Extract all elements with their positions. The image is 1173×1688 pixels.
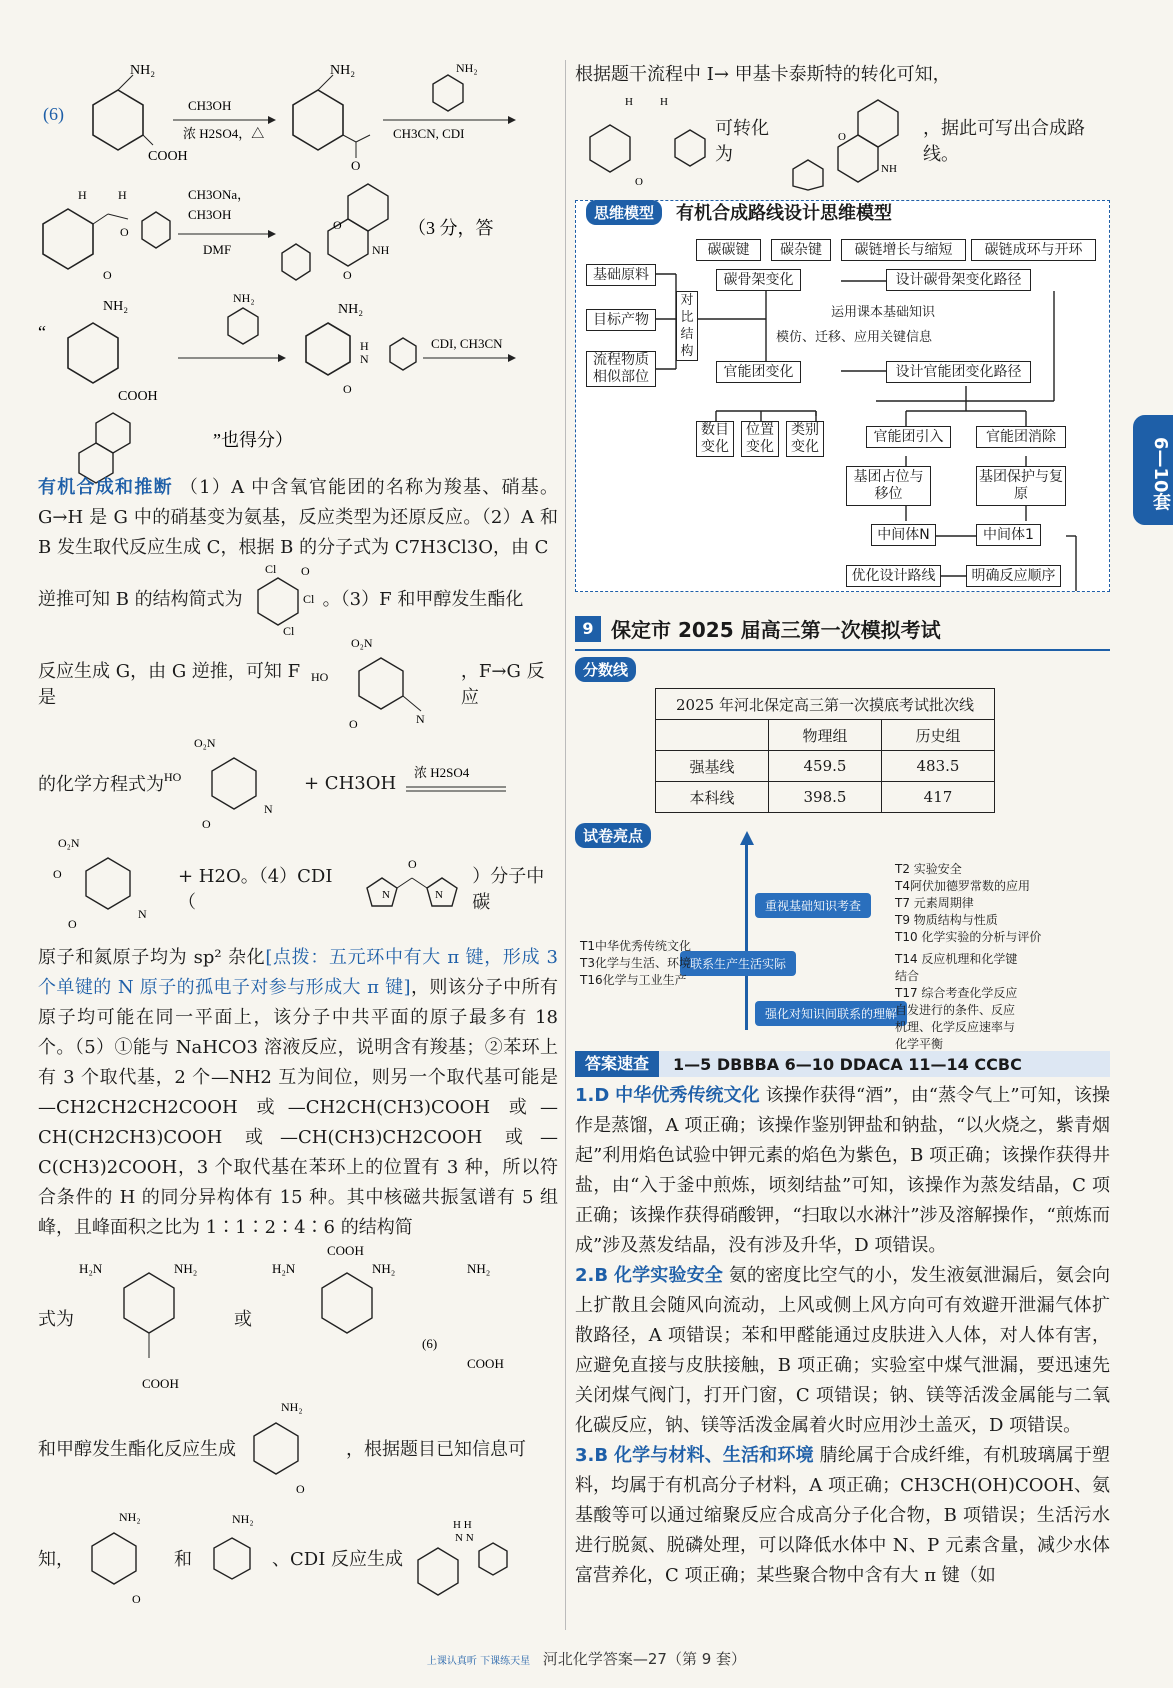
- svg-text:NH: NH: [372, 243, 390, 257]
- node-group-protect: 基团保护与复原: [976, 466, 1066, 506]
- intro-line: 根据题干流程中 Ⅰ→ 甲基卡泰斯特的转化可知，: [575, 64, 951, 85]
- node-c-hetero-bond: 碳杂键: [771, 239, 831, 261]
- score-table: 2025 年河北保定高三第一次摸底考试批次线 物理组 历史组 强基线 459.5 483.5 本科线 398.5 417: [655, 688, 995, 813]
- reagent-1-top: CH3OH: [188, 98, 232, 113]
- svg-text:O: O: [132, 1592, 141, 1606]
- score-note: （3 分，答: [408, 218, 494, 238]
- svg-text:Cl: Cl: [282, 624, 295, 638]
- svg-text:HO: HO: [310, 670, 329, 684]
- svg-text:N: N: [138, 907, 147, 921]
- svg-text:COOH: COOH: [148, 149, 188, 164]
- node-group-move: 基团占位与移位: [846, 466, 931, 506]
- aniline: [192, 1503, 272, 1613]
- svg-text:NH: NH: [881, 163, 897, 175]
- model-title: 有机合成路线设计思维模型: [676, 203, 893, 224]
- node-order: 明确反应顺序: [966, 565, 1061, 587]
- analysis-para-8: 和甲醇发生酯化反应生成 NH₂ O ，根据题目已知信息可: [38, 1393, 558, 1503]
- svg-text:O: O: [838, 131, 846, 143]
- svg-text:NH₂: NH₂: [130, 63, 156, 78]
- node-ring: 碳链成环与开环: [971, 239, 1096, 261]
- answer-1: 1.D 中华优秀传统文化 该操作获得“酒”，由“蒸令气上”可知，该操作是蒸馏，A 项正确；该操作鉴别钾盐和钠盐，“以火烧之，紫青烟起”利用焰色试验中钾元素的焰色为紫色，B 项正确；该操作获得井盐，由“入于釜中煎炼，顷刻结盐”可知，该操作为蒸发结晶，C 项正确；该操作获得硝酸钾，“扫取以水淋汁”涉及溶解操作，“煎炼而成”涉及蒸发结晶，没有涉及升华，D 项错误。: [575, 1085, 1111, 1256]
- section-number: 9: [575, 616, 601, 642]
- highlight-tag: 试卷亮点: [575, 823, 651, 848]
- analysis-para-2: 逆推可知 B 的结构简式为 Cl O Cl Cl 。（3）F 和甲醇发生酯化: [38, 562, 524, 638]
- svg-text:H₂N: H₂N: [79, 1261, 103, 1276]
- synthesis-scheme-row2: [38, 174, 558, 284]
- svg-text:O: O: [408, 857, 417, 871]
- svg-text:NH₂: NH₂: [467, 1261, 491, 1276]
- synthesis-scheme-row3: [38, 288, 558, 463]
- svg-text:H: H: [118, 188, 127, 202]
- svg-text:N: N: [360, 352, 369, 366]
- reagent-3-mid: CH3OH: [188, 207, 232, 222]
- reagent-3-bottom: DMF: [203, 242, 232, 257]
- svg-text:COOH: COOH: [142, 1376, 179, 1391]
- svg-text:O: O: [635, 176, 643, 188]
- answers-list: 1—5 DBBBA 6—10 DDACA 11—14 CCBC: [673, 1054, 1022, 1074]
- table-title: 2025 年河北保定高三第一次摸底考试批次线: [656, 689, 995, 720]
- left-column: [38, 60, 558, 1613]
- svg-text:O₂N: O₂N: [194, 736, 216, 750]
- svg-text:Cl: Cl: [302, 592, 315, 606]
- answer-tag: 答案速查: [575, 1051, 659, 1077]
- svg-text:HO: HO: [164, 770, 182, 784]
- svg-text:NH₂: NH₂: [456, 61, 478, 75]
- structure-f: [311, 633, 461, 733]
- cdi-structure: [342, 848, 472, 928]
- svg-text:O: O: [202, 817, 211, 831]
- node-design-fg: 设计官能团变化路径: [886, 361, 1031, 383]
- reagent-3-top: CH3ONa，: [188, 187, 251, 202]
- hl-right-2: T14 反应机理和化学键 结合 T17 综合考查化学反应 自发进行的条件、反应 机理、化学反应速率与 化学平衡: [895, 952, 1018, 1051]
- svg-text:O: O: [103, 268, 112, 282]
- also-score-note: ”也得分）: [213, 430, 293, 450]
- svg-text:NH₂: NH₂: [372, 1261, 396, 1276]
- reactant-a: [74, 1503, 174, 1613]
- equation-product: [38, 833, 178, 943]
- svg-text:H: H: [625, 96, 633, 108]
- svg-text:N: N: [415, 712, 425, 726]
- ester-structure: [236, 1393, 346, 1503]
- label-use-knowledge: 运用课本基础知识: [831, 305, 936, 320]
- analysis-para-7: 式为 H₂N NH₂ COOH 或 H₂N NH₂ COOH (6) NH₂ COOH: [38, 1243, 504, 1391]
- svg-text:O: O: [53, 867, 62, 881]
- equation-reactant: [164, 733, 304, 833]
- svg-text:COOH: COOH: [327, 1243, 364, 1258]
- svg-text:O: O: [296, 1482, 305, 1496]
- node-chain-length: 碳链增长与缩短: [841, 239, 966, 261]
- svg-text:H: H: [360, 339, 369, 353]
- hl-label-2: 联系生产生活实际: [680, 951, 796, 976]
- right-column: [575, 60, 1110, 1591]
- svg-text:COOH: COOH: [467, 1356, 504, 1371]
- svg-text:O: O: [68, 917, 77, 931]
- node-compare: 对比结构: [676, 291, 698, 361]
- node-intermediate-1: 中间体1: [976, 524, 1041, 546]
- svg-text:H: H: [660, 96, 668, 108]
- svg-text:(6): (6): [422, 1336, 438, 1351]
- label-imitate: 模仿、迁移、应用关键信息: [776, 330, 933, 345]
- node-design-skeleton: 设计碳骨架变化路径: [886, 269, 1031, 291]
- svg-text:O: O: [300, 564, 310, 578]
- svg-text:O: O: [120, 225, 129, 239]
- product-structure: [403, 1503, 513, 1613]
- svg-text:NH₂: NH₂: [330, 63, 356, 78]
- svg-text:O: O: [348, 717, 358, 731]
- section-title: 保定市 2025 届高三第一次模拟考试: [611, 618, 941, 642]
- synthesis-scheme-row1: [38, 60, 558, 173]
- analysis-tag: 有机合成和推断: [38, 477, 173, 498]
- svg-text:NH₂: NH₂: [119, 1510, 141, 1524]
- reagent-2: CH3CN, CDI: [393, 126, 465, 141]
- score-tag: 分数线: [575, 657, 636, 682]
- node-type-change: 类别变化: [786, 421, 824, 457]
- conversion-line: H H O 可转化为 O NH ，据此可写出合成路线。: [575, 90, 1110, 190]
- analysis-para-3: 反应生成 G，由 G 逆推，可知 F 是 O₂N HO N O ，F→G 反应: [38, 633, 558, 733]
- svg-text:N N: N N: [455, 1532, 474, 1544]
- svg-text:NH₂: NH₂: [232, 1512, 254, 1526]
- hl-left: T1中华优秀传统文化 T3化学与生活、环境 T16化学与工业生产: [580, 939, 691, 987]
- svg-text:N: N: [264, 802, 273, 816]
- svg-text:O: O: [351, 158, 361, 173]
- section-header: [575, 614, 1110, 651]
- model-tag: 思维模型: [586, 200, 662, 225]
- svg-text:O₂N: O₂N: [350, 636, 373, 650]
- intermediate-structure: [575, 90, 715, 190]
- equation-arrow: [406, 763, 516, 803]
- node-base-material: 基础原料: [586, 264, 656, 286]
- svg-text:H H: H H: [453, 1519, 472, 1531]
- answer-2: 2.B 化学实验安全 氨的密度比空气的小，发生液氨泄漏后，氨会向上扩散且会随风向流动，上风或侧上风方向可有效避开泄漏气体扩散路径，A 项错误；苯和甲醛能通过皮肤进入人体，对人体有害，应避免直接与皮肤接触，B 项正确；实验室中煤气泄漏，要迅速先关闭煤气阀门，打开门窗，C 项错误；钠、镁等活泼金属能与二氧化碳反应，钠、镁等活泼金属着火时应用沙土盖灭，D 项错误。: [575, 1265, 1110, 1436]
- svg-text:O: O: [343, 382, 352, 396]
- hl-label-3: 强化对知识间联系的理解: [755, 1001, 907, 1026]
- svg-text:H: H: [78, 188, 87, 202]
- analysis-para-6: 原子和氮原子均为 sp² 杂化[点拨：五元环中有大 π 键，形成 3 个单键的 N 原子的孤电子对参与形成大 π 键]，则该分子中所有原子均可能在同一平面上，该分子中共平面的原子最多有 18 个。（5）①能与 NaHCO3 溶液反应，说明含有羧基；②苯环上有 3 个取代基，2 个—NH2 互为间位，则另一个取代基可能是—CH2CH2CH2COOH 或—CH2CH(CH3)COOH 或—CH(CH2CH3)COOH 或—CH(CH3)CH2COOH 或—C(CH3)2COOH，3 个取代基在苯环上的位置有 3 种，所以符合条件的 H 的同分异构体有 15 种。其中核磁共振氢谱有 5 组峰，且峰面积之比为 1∶1∶2∶4∶6 的结构简: [38, 947, 558, 1238]
- thinking-model-box: [575, 200, 1110, 592]
- node-target: 目标产物: [586, 309, 656, 331]
- svg-text:“: “: [38, 322, 46, 342]
- svg-text:NH₂: NH₂: [281, 1400, 303, 1414]
- svg-text:Cl: Cl: [264, 562, 277, 576]
- score-section: [575, 657, 1110, 813]
- question-label: (6): [43, 104, 64, 124]
- analysis-para-5: O₂N O O N + H2O。（4）CDI（ O N N ）分子中碳: [38, 833, 558, 943]
- svg-text:O: O: [333, 218, 342, 232]
- node-position-change: 位置变化: [741, 421, 779, 457]
- column-divider: [565, 60, 566, 1630]
- answer-bar: [575, 1051, 1110, 1077]
- svg-text:NH₂: NH₂: [233, 291, 255, 305]
- node-similar-parts: 流程物质相似部位: [586, 351, 656, 387]
- side-tab: 6—10套: [1133, 415, 1173, 525]
- analysis-para-4: 的化学方程式为 O₂N HO O N + CH3OH 浓 H2SO4: [38, 733, 558, 833]
- isomer-structure-1: [74, 1243, 224, 1393]
- node-c-c-bond: 碳碳键: [696, 239, 761, 261]
- logo-text: 上课认真听 下课练天星: [426, 1656, 531, 1667]
- svg-text:N: N: [382, 889, 391, 901]
- analysis-block: [38, 473, 558, 1613]
- svg-text:N: N: [435, 889, 444, 901]
- svg-text:浓 H2SO4: 浓 H2SO4: [414, 765, 470, 780]
- structure-b: [243, 562, 323, 638]
- svg-text:O: O: [343, 268, 352, 282]
- svg-text:NH₂: NH₂: [338, 302, 364, 317]
- hl-label-1: 重视基础知识考查: [755, 893, 871, 918]
- analysis-para-1: 有机合成和推断 （1）A 中含氧官能团的名称为羧基、硝基。G→H 是 G 中的硝基变为氨基，反应类型为还原反应。（2）A 和 B 发生取代反应生成 C，根据 B 的分子式为 C7H3Cl3O，由 C: [38, 477, 559, 558]
- node-optimize: 优化设计路线: [846, 565, 941, 587]
- highlights: [575, 823, 1110, 1051]
- reagent-1-bottom: 浓 H2SO4，△: [183, 126, 265, 141]
- svg-text:COOH: COOH: [118, 389, 158, 404]
- svg-text:NH₂: NH₂: [174, 1261, 198, 1276]
- analysis-para-9: 知， NH₂ O 和 NH₂ 、CDI 反应生成 H H N N: [38, 1503, 558, 1613]
- hl-right-1: T2 实验安全 T4阿伏加德罗常数的应用 T7 元素周期律 T9 物质结构与性质 T10 化学实验的分析与评价: [895, 862, 1042, 944]
- hint-note: [点拨：五元环中有大 π 键，形成 3 个单键的 N 原子的孤电子对参与形成大 π 键]: [38, 947, 558, 998]
- product-quinazolinedione: [783, 90, 923, 190]
- node-number-change: 数目变化: [696, 421, 734, 457]
- node-skeleton-change: 碳骨架变化: [716, 269, 801, 291]
- answer-3: 3.B 化学与材料、生活和环境 腈纶属于合成纤维，有机玻璃属于塑料，均属于有机高分子材料，A 项正确；CH3CH(OH)COOH、氨基酸等可以通过缩聚反应合成高分子化合物，B 项错误；生活污水进行脱氮、脱磷处理，可以降低水体中 N、P 元素含量，减少水体富营养化，C 项正确；某些聚合物中含有大 π 键（如: [575, 1445, 1111, 1586]
- svg-text:H₂N: H₂N: [272, 1261, 296, 1276]
- svg-text:NH₂: NH₂: [103, 299, 129, 314]
- node-fg-change: 官能团变化: [716, 361, 801, 383]
- node-fg-introduce: 官能团引入: [866, 426, 951, 448]
- reagent-4: CDI, CH3CN: [431, 336, 503, 351]
- page-footer: 上课认真听 下课练天星 河北化学答案—27（第 9 套）: [426, 1650, 747, 1668]
- svg-text:O₂N: O₂N: [58, 836, 80, 850]
- node-intermediate-n: 中间体N: [871, 524, 936, 546]
- node-fg-eliminate: 官能团消除: [976, 426, 1066, 448]
